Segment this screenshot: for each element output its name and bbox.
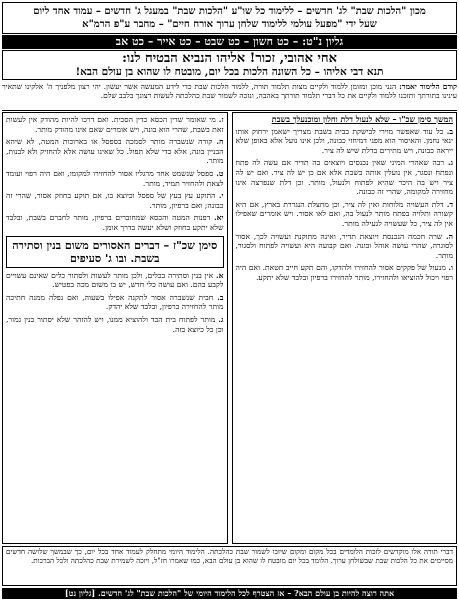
seif-number: ב. <box>217 292 224 302</box>
seif-number: ח. <box>216 137 224 147</box>
intro-text: הנני מוכן ומזומן ללמוד ולקיים מצות תלמוד תורה, ללמוד הלכות שבת כדי לידע המעשה אשר יעשון. יהי רצון מלפניך ה' אלקינו שתאיר עינינו בתורתך ותזכנו ללמוד ולקיים את כל דברי תלמוד תורתך באהבה, ונזכה לשמור שבת כהלכתה לעשות רצונך בלבב שלם. <box>2 82 457 100</box>
seif <box>6 213 224 232</box>
seif <box>236 127 454 156</box>
seif-number: ז. <box>218 115 224 124</box>
seif-text: קורה שנשברה מותר לסמכה בספסל או בארוכות המטה, לא שיהא הבניין בונה, אלא כדי שלא תפול. כל שאינו עושה אלא להחזיק ולא לבנות, מותר. <box>6 137 224 166</box>
seif <box>6 169 224 188</box>
seif <box>236 263 454 282</box>
issue-bar: גליון נ"ט: – כט חשון – כט שבט – כט אייר – כט אב <box>2 35 457 49</box>
seif <box>236 200 454 229</box>
seif-text: חבית שנשברה אסור לתקנה אפילו בשעוה, ואם נפלה ממנה חתיכה מותר להחזירה ברפיון, ובלבד שלא יהדק. <box>6 292 224 312</box>
seif-number: י. <box>218 191 224 201</box>
seif <box>6 115 224 134</box>
seif-number: ב. <box>446 126 453 136</box>
seif <box>6 137 224 166</box>
seif-number: ג. <box>447 158 454 168</box>
seif-text: רבה שאהרי המיני שאין נכנסים ויוצאים בה תדיר אם עשה לה פתח ונפתח ונסגר, אין נועלין אותה בשבת אלא אם כן יש לה ציר. ואם יש לה ציר ויש בה היכר שהיא לפתוח ולנעול, מותר. וכן דלת שנפרצה אינו מחזירה למקומה, שהרי זה כבונה. <box>235 158 453 197</box>
intro-paragraph <box>2 82 457 111</box>
seif <box>6 191 224 210</box>
seif-number: ו. <box>448 263 453 273</box>
motto-box <box>2 50 457 80</box>
seif <box>6 315 224 334</box>
seif-text: דלת העשויה מלוחות ואין לה ציר, וכן מחצלת הנגררת בארץ, אם היא קשורה ותלויה בפתח מותר לנעול בה, ואם לאו אסור. ויש אומרים שאפילו אין לה ציר, כל שעשויה לנעילה מותר. <box>235 199 453 228</box>
seif <box>6 271 224 290</box>
seif-text: אין בנין וסתירה בכלים, ולכן מותר לעשות ולסתור כלים שאינם עשויים לקבע בהם. ואם עושה כלי חדש, יש בו משום מכה בפטיש. <box>6 270 224 290</box>
right-column <box>232 112 458 544</box>
motto-line-2: תנא דבי אליהו – כל השונה הלכות בכל יום, מובטח לו שהוא בן עולם הבא! <box>75 65 384 78</box>
seif-text: מנעול של פקקים אסור להחזירו ולהדקו, והם תקע חייב חטאת. ואם היה רפוי ויכול להוציאו ולהחזירו, מותר להחזירו ברפיון ובלבד שלא יתקע. <box>235 263 453 282</box>
seif-number: ט. <box>216 168 224 178</box>
intro-lead: קודם הלימוד יאמר: <box>399 82 457 91</box>
seif-number: יא. <box>213 213 224 223</box>
columns <box>2 112 457 544</box>
footer-paragraph: דברי תורה אלו מוקדשים לזכות הלומדים בכל מקום ומקום שיזכו לשמור שבת כהלכתה. הלימוד היומי מתחלק לעמוד אחד בכל יום, כך שבמשך שלושה חדשים מסיימים את כל הלכות שבת שבשולחן ערוך. הלומד בכל יום מובטח לו שהוא בן עולם הבא, כמו שאמרו חז"ל, ויזכה לשמירת שבת כהלכתה ולכל הברכות. <box>2 546 457 586</box>
seif-text: כל עוד שאפשר מוירי לבישקת בבית בשבת מצריך ישאמן ירחוק אותו ינאי נחמן. והאיסור הוא מפני דמיחזי כבונה, ולכן אינו נועל אלא באופן שלא ייראה כבונה, ויש מתירים בדלת שיש לה ציר. <box>235 126 453 155</box>
seif-text: ספסל שנשמט אחד מרגליו אסור להחזירו למקומו, ואם היה רפוי ועומד לצאת ולהחזיר תמיד, מותר. <box>6 168 224 188</box>
seif-text: מותר לפתוח בית הבד ולהוציא ממנו, ויש להזהר שלא יסתור בנין גמור, וכן כל כיוצא בזה. <box>6 314 224 334</box>
masthead-line-1: מכון "הלכות שבת" לג' חדשים – ללימוד כל שו"ע "הלכות שבת" במעגל ג' חדשים – עמוד אחד ליום <box>33 6 426 17</box>
seif <box>236 158 454 196</box>
seif <box>6 293 224 312</box>
seif-number: ד. <box>446 199 454 209</box>
masthead <box>2 2 457 34</box>
seif-number: ה. <box>445 231 453 241</box>
seif-number: ג. <box>218 314 224 324</box>
seif-text: שרה חכמה הנכנסת ויוצאת תדיר, ואינה מתוקנת ועשויה לכך, אסור לסוגרה, שהרי עושה אוהל ובונה. ואם קבועה היא ועשויה לפתוח ולסגור, מותר. <box>235 231 453 260</box>
left-column <box>2 112 228 544</box>
seif-text: דפנות המטה והכסא שמחוברים ברפיון, מותר לחברם בשבת, ובלבד שלא יתקע בחוזק ושלא יעשה בדרך אומן. <box>6 213 224 232</box>
section-heading: המשך סימן שכ"ו – שלא לנעול דלת וחלון ומוכנעלך בשבת <box>271 114 453 124</box>
seif-text: התוקע עץ בעץ של ספסל וכיוצא בו, אם תוקע בחוזק אסור, שהרי זה כבונה; ואם ברפיון, מותר. <box>6 191 224 210</box>
seif-number: א. <box>215 270 224 280</box>
seif-text: מי שאומר שדין הכסא כדין הסכית. ואם דרכו להיות מהודק אין לעשות זאת בשבת, שהרי הוא בונה, ויש אומרים שאם אינו מהודק מותר. <box>6 115 224 134</box>
chapter-title-box: סימן שכ"ז – דברים האסורים משום בנין וסתירה בשבת. ובו ג' סעיפים <box>6 236 224 268</box>
motto-line-1: אחי אהובי, זכור! אליהו הנביא הבטיח לנו: <box>122 50 337 66</box>
masthead-line-2: שעל ידי "מפעל עולמי ללימוד שלחן ערוך אורח חיים" – מחבר ע"פ הרמ"א <box>82 19 377 30</box>
seif <box>236 232 454 261</box>
bottom-bar: אתה רוצה להיות בן עולם הבא? – אז הצטרף לכל הלימוד היומי של "הלכות שבת" לג' חדשים. [גליון נט] <box>2 588 457 599</box>
